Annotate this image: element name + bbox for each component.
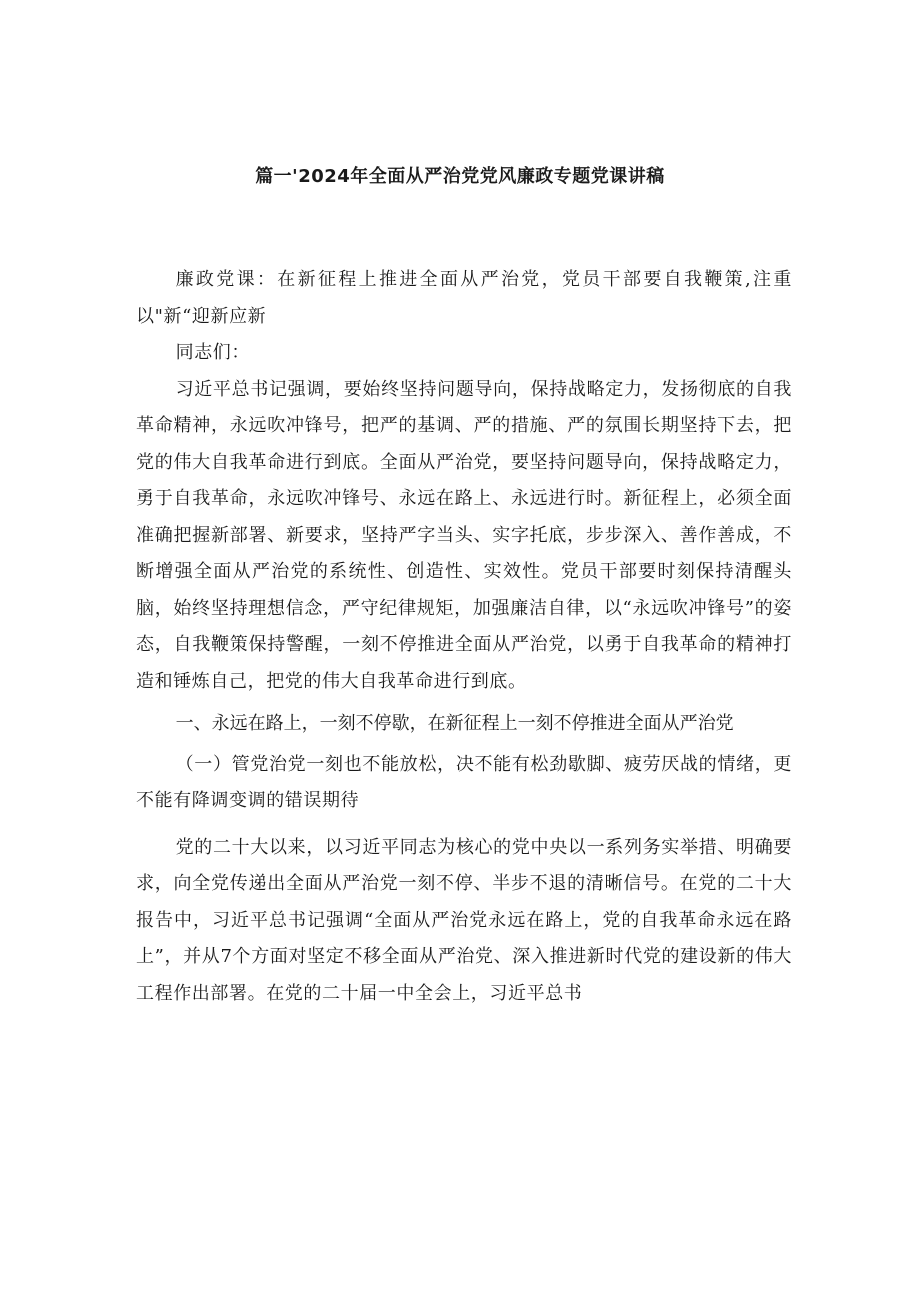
subsection-heading-1: （一）管党治党一刻也不能放松，决不能有松劲歇脚、疲劳厌战的情绪，更不能有降调变调的错误期待	[136, 753, 792, 811]
section-heading-1: 一、永远在路上，一刻不停歇，在新征程上一刻不停推进全面从严治党	[175, 713, 734, 734]
document-subtitle: 廉政党课：在新征程上推进全面从严治党，党员干部要自我鞭策,注重以"新“迎新应新	[136, 269, 792, 327]
document-body	[136, 262, 792, 1012]
paragraph-1: 习近平总书记强调，要始终坚持问题导向，保持战略定力，发扬彻底的自我革命精神，永远吹冲锋号，把严的基调、严的措施、严的氛围长期坚持下去，把党的伟大自我革命进行到底。全面从严治党，要坚持问题导向，保持战略定力，勇于自我革命，永远吹冲锋号、永远在路上、永远进行时。新征程上，必须全面准确把握新部署、新要求，坚持严字当头、实字托底，步步深入、善作善成，不断增强全面从严治党的系统性、创造性、实效性。党员干部要时刻保持清醒头脑，始终坚持理想信念，严守纪律规矩，加强廉洁自律，以“永远吹冲锋号”的姿态，自我鞭策保持警醒，一刻不停推进全面从严治党，以勇于自我革命的精神打造和锤炼自己，把党的伟大自我革命进行到底。	[136, 378, 792, 692]
greeting: 同志们：	[175, 342, 250, 363]
paragraph-2: 党的二十大以来，以习近平同志为核心的党中央以一系列务实举措、明确要求，向全党传递出全面从严治党一刻不停、半步不退的清晰信号。在党的二十大报告中，习近平总书记强调“全面从严治党永远在路上，党的自我革命永远在路上”，并从7个方面对坚定不移全面从严治党、深入推进新时代党的建设新的伟大工程作出部署。在党的二十届一中全会上，习近平总书	[136, 836, 792, 1004]
document-title: 篇一'2024年全面从严治党党风廉政专题党课讲稿	[255, 166, 665, 187]
